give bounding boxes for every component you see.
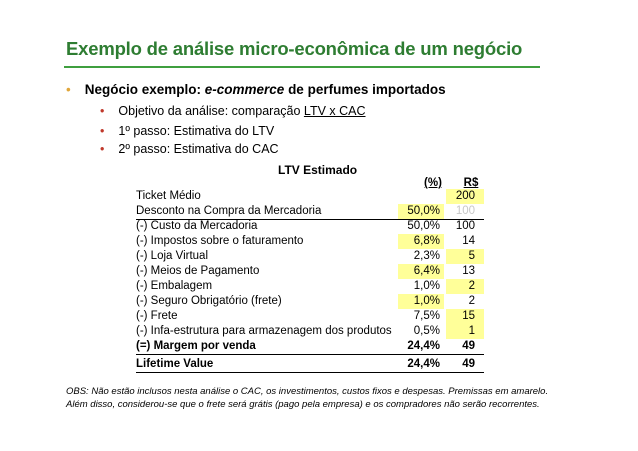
bullet-dot-icon: • — [100, 104, 105, 118]
row-label: (-) Meios de Pagamento — [136, 265, 260, 277]
sub-bullet-underlined: LTV x CAC — [303, 104, 366, 118]
row-value: 14 — [462, 235, 475, 247]
row-value: 13 — [462, 265, 475, 277]
row-label: (-) Frete — [136, 310, 178, 322]
column-header-reais: R$ — [463, 177, 479, 189]
table-row — [136, 204, 484, 220]
main-bullet-suffix: de perfumes importados — [284, 82, 446, 97]
row-percent: 50,0% — [407, 220, 440, 232]
row-label: Desconto na Compra da Mercadoria — [136, 205, 322, 217]
row-percent: 24,4% — [407, 340, 440, 352]
bullet-dot-icon: • — [100, 124, 105, 138]
row-percent: 1,0% — [413, 280, 440, 292]
row-percent: 1,0% — [398, 294, 444, 309]
row-value: 2 — [446, 279, 484, 294]
row-value: 2 — [468, 295, 475, 307]
row-percent: 0,5% — [413, 325, 440, 337]
sub-bullet-text: Objetivo da análise: comparação — [118, 104, 304, 118]
table-row — [136, 264, 484, 279]
sub-bullet-step2 — [100, 142, 279, 156]
row-value: 100 — [455, 220, 475, 232]
row-value: 100 — [455, 205, 475, 217]
row-percent — [398, 189, 444, 204]
table-title: LTV Estimado — [278, 163, 358, 177]
table-row — [136, 249, 484, 264]
row-percent: 24,4% — [407, 358, 440, 370]
row-value: 1 — [446, 324, 484, 339]
row-percent: 50,0% — [398, 204, 444, 219]
row-label: (-) Custo da Mercadoria — [136, 220, 258, 232]
row-label: Lifetime Value — [136, 358, 214, 370]
row-label: Ticket Médio — [136, 190, 201, 202]
main-bullet — [66, 82, 446, 97]
row-label: (=) Margem por venda — [136, 340, 256, 352]
sub-bullet-text: 1º passo: Estimativa do LTV — [118, 124, 275, 138]
bullet-dot-icon: • — [66, 82, 71, 97]
table-row — [136, 324, 484, 339]
column-header-percent: (%) — [424, 177, 442, 189]
slide-title: Exemplo de análise micro-econômica de um negócio — [66, 38, 523, 59]
sub-bullet-text: 2º passo: Estimativa do CAC — [118, 142, 279, 156]
row-value: 49 — [462, 340, 475, 352]
table-row — [136, 309, 484, 324]
table-row — [136, 279, 484, 294]
sub-bullet-objective — [100, 104, 366, 118]
row-value: 49 — [462, 358, 475, 370]
row-percent: 2,3% — [413, 250, 440, 262]
main-bullet-emphasis: e-commerce — [204, 82, 285, 97]
row-value: 5 — [446, 249, 484, 264]
table-row — [136, 294, 484, 309]
table-row — [136, 234, 484, 249]
row-label: (-) Loja Virtual — [136, 250, 209, 262]
table-row — [136, 189, 484, 204]
table-row — [136, 219, 484, 234]
row-label: (-) Seguro Obrigatório (frete) — [136, 295, 282, 307]
row-label: (-) Embalagem — [136, 280, 213, 292]
bullet-dot-icon: • — [100, 142, 105, 156]
footnote — [66, 385, 548, 411]
row-percent: 6,8% — [398, 234, 444, 249]
footnote-line-2: Além disso, considerou-se que o frete será grátis (pago pela empresa) e os compradores não serão recorrentes. — [66, 399, 540, 410]
row-value: 200 — [446, 189, 484, 204]
footnote-line-1: OBS: Não estão inclusos nesta análise o CAC, os investimentos, custos fixos e despesas. Premissas em amarelo. — [66, 386, 549, 397]
row-label: (-) Impostos sobre o faturamento — [136, 235, 304, 247]
row-label: (-) Infa-estrutura para armazenagem dos produtos — [136, 325, 392, 337]
table-row-lifetime-value — [136, 357, 484, 373]
title-underline — [64, 66, 540, 68]
row-percent: 7,5% — [413, 310, 440, 322]
row-value: 15 — [446, 309, 484, 324]
row-percent: 6,4% — [398, 264, 444, 279]
table-row-margin — [136, 339, 484, 355]
sub-bullet-step1 — [100, 124, 274, 138]
main-bullet-prefix: Negócio exemplo: — [84, 82, 205, 97]
